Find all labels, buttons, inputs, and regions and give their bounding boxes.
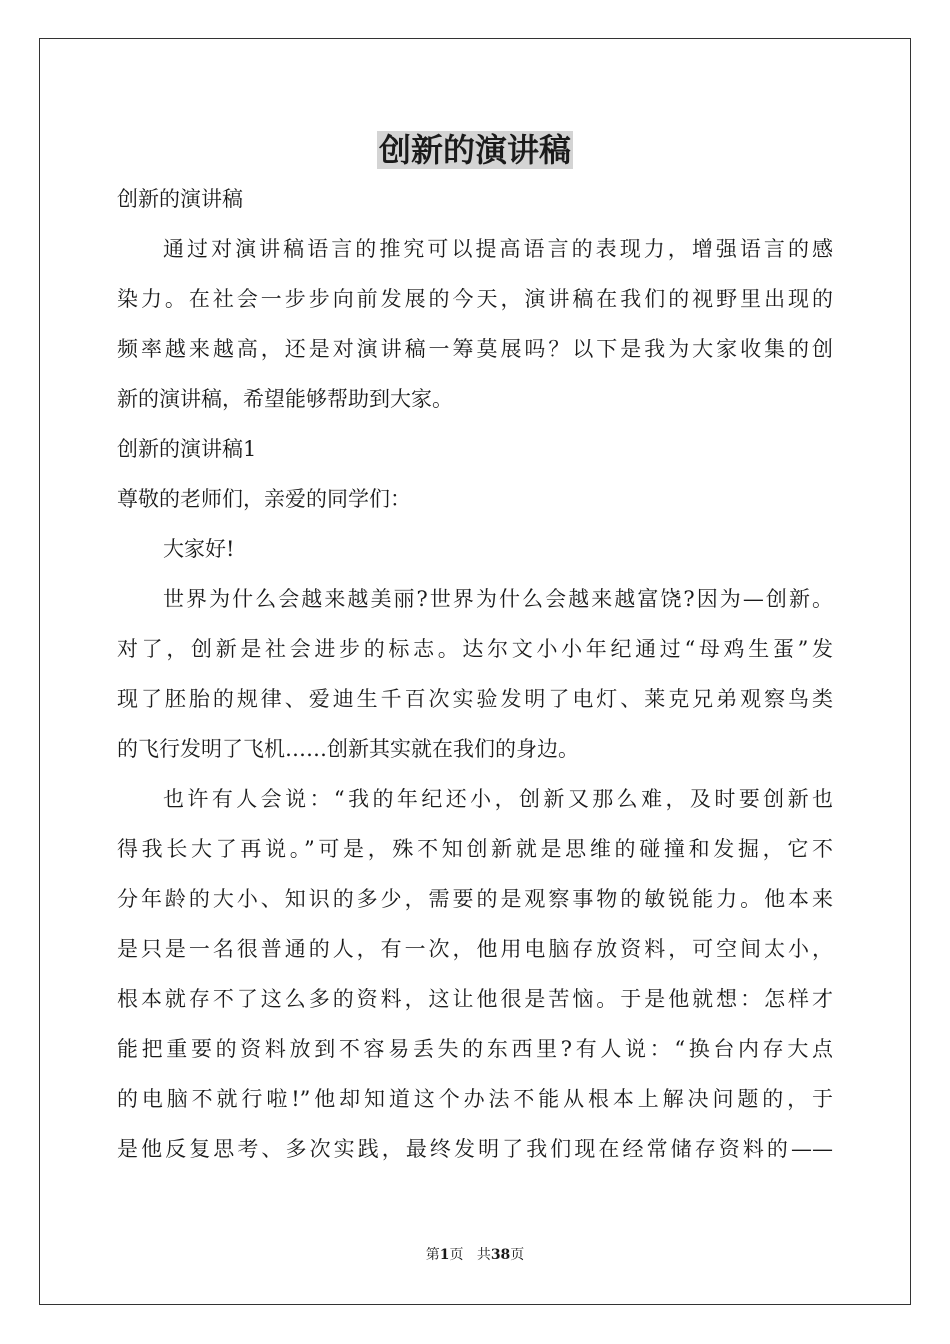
paragraph-line: 的电脑不就行啦!”他却知道这个办法不能从根本上解决问题的，于 (117, 1087, 833, 1111)
total-suffix: 页 (510, 1247, 525, 1263)
page-number: 1 (439, 1247, 450, 1263)
document-subtitle: 创新的演讲稿 (117, 187, 243, 211)
paragraph-line: 分年龄的大小、知识的多少，需要的是观察事物的敏锐能力。他本来 (117, 887, 833, 911)
page-suffix: 页 (449, 1247, 464, 1263)
paragraph-line: 对了，创新是社会进步的标志。达尔文小小年纪通过“母鸡生蛋”发 (117, 637, 833, 661)
paragraph-line: 能把重要的资料放到不容易丢失的东西里?有人说：“换台内存大点 (117, 1037, 833, 1061)
paragraph-line: 频率越来越高，还是对演讲稿一筹莫展吗？以下是我为大家收集的创 (117, 337, 833, 361)
paragraph-line: 也许有人会说：“我的年纪还小，创新又那么难，及时要创新也 (163, 787, 833, 811)
paragraph-line: 是只是一名很普通的人，有一次，他用电脑存放资料，可空间太小， (117, 937, 833, 961)
paragraph-line: 得我长大了再说。”可是，殊不知创新就是思维的碰撞和发掘，它不 (117, 837, 833, 861)
salutation: 尊敬的老师们，亲爱的同学们： (117, 487, 411, 511)
page-footer (0, 1245, 950, 1265)
paragraph-line: 世界为什么会越来越美丽?世界为什么会越来越富饶?因为—创新。 (163, 587, 833, 611)
total-pages: 38 (490, 1247, 511, 1263)
total-prefix: 共 (476, 1247, 491, 1263)
page-border (39, 38, 911, 1305)
document-title (0, 128, 950, 172)
greeting: 大家好! (163, 537, 235, 561)
section-heading: 创新的演讲稿1 (117, 437, 257, 461)
paragraph-line: 现了胚胎的规律、爱迪生千百次实验发明了电灯、莱克兄弟观察鸟类 (117, 687, 833, 711)
document-title-text: 创新的演讲稿 (378, 131, 571, 169)
paragraph-line: 根本就存不了这么多的资料，这让他很是苦恼。于是他就想：怎样才 (117, 987, 833, 1011)
paragraph-line: 新的演讲稿，希望能够帮助到大家。 (117, 387, 453, 411)
page-prefix: 第 (425, 1247, 440, 1263)
paragraph-line: 通过对演讲稿语言的推究可以提高语言的表现力，增强语言的感 (163, 237, 833, 261)
paragraph-line: 是他反复思考、多次实践，最终发明了我们现在经常储存资料的—— (117, 1137, 833, 1161)
paragraph-line: 的飞行发明了飞机……创新其实就在我们的身边。 (117, 737, 579, 761)
paragraph-line: 染力。在社会一步步向前发展的今天，演讲稿在我们的视野里出现的 (117, 287, 833, 311)
